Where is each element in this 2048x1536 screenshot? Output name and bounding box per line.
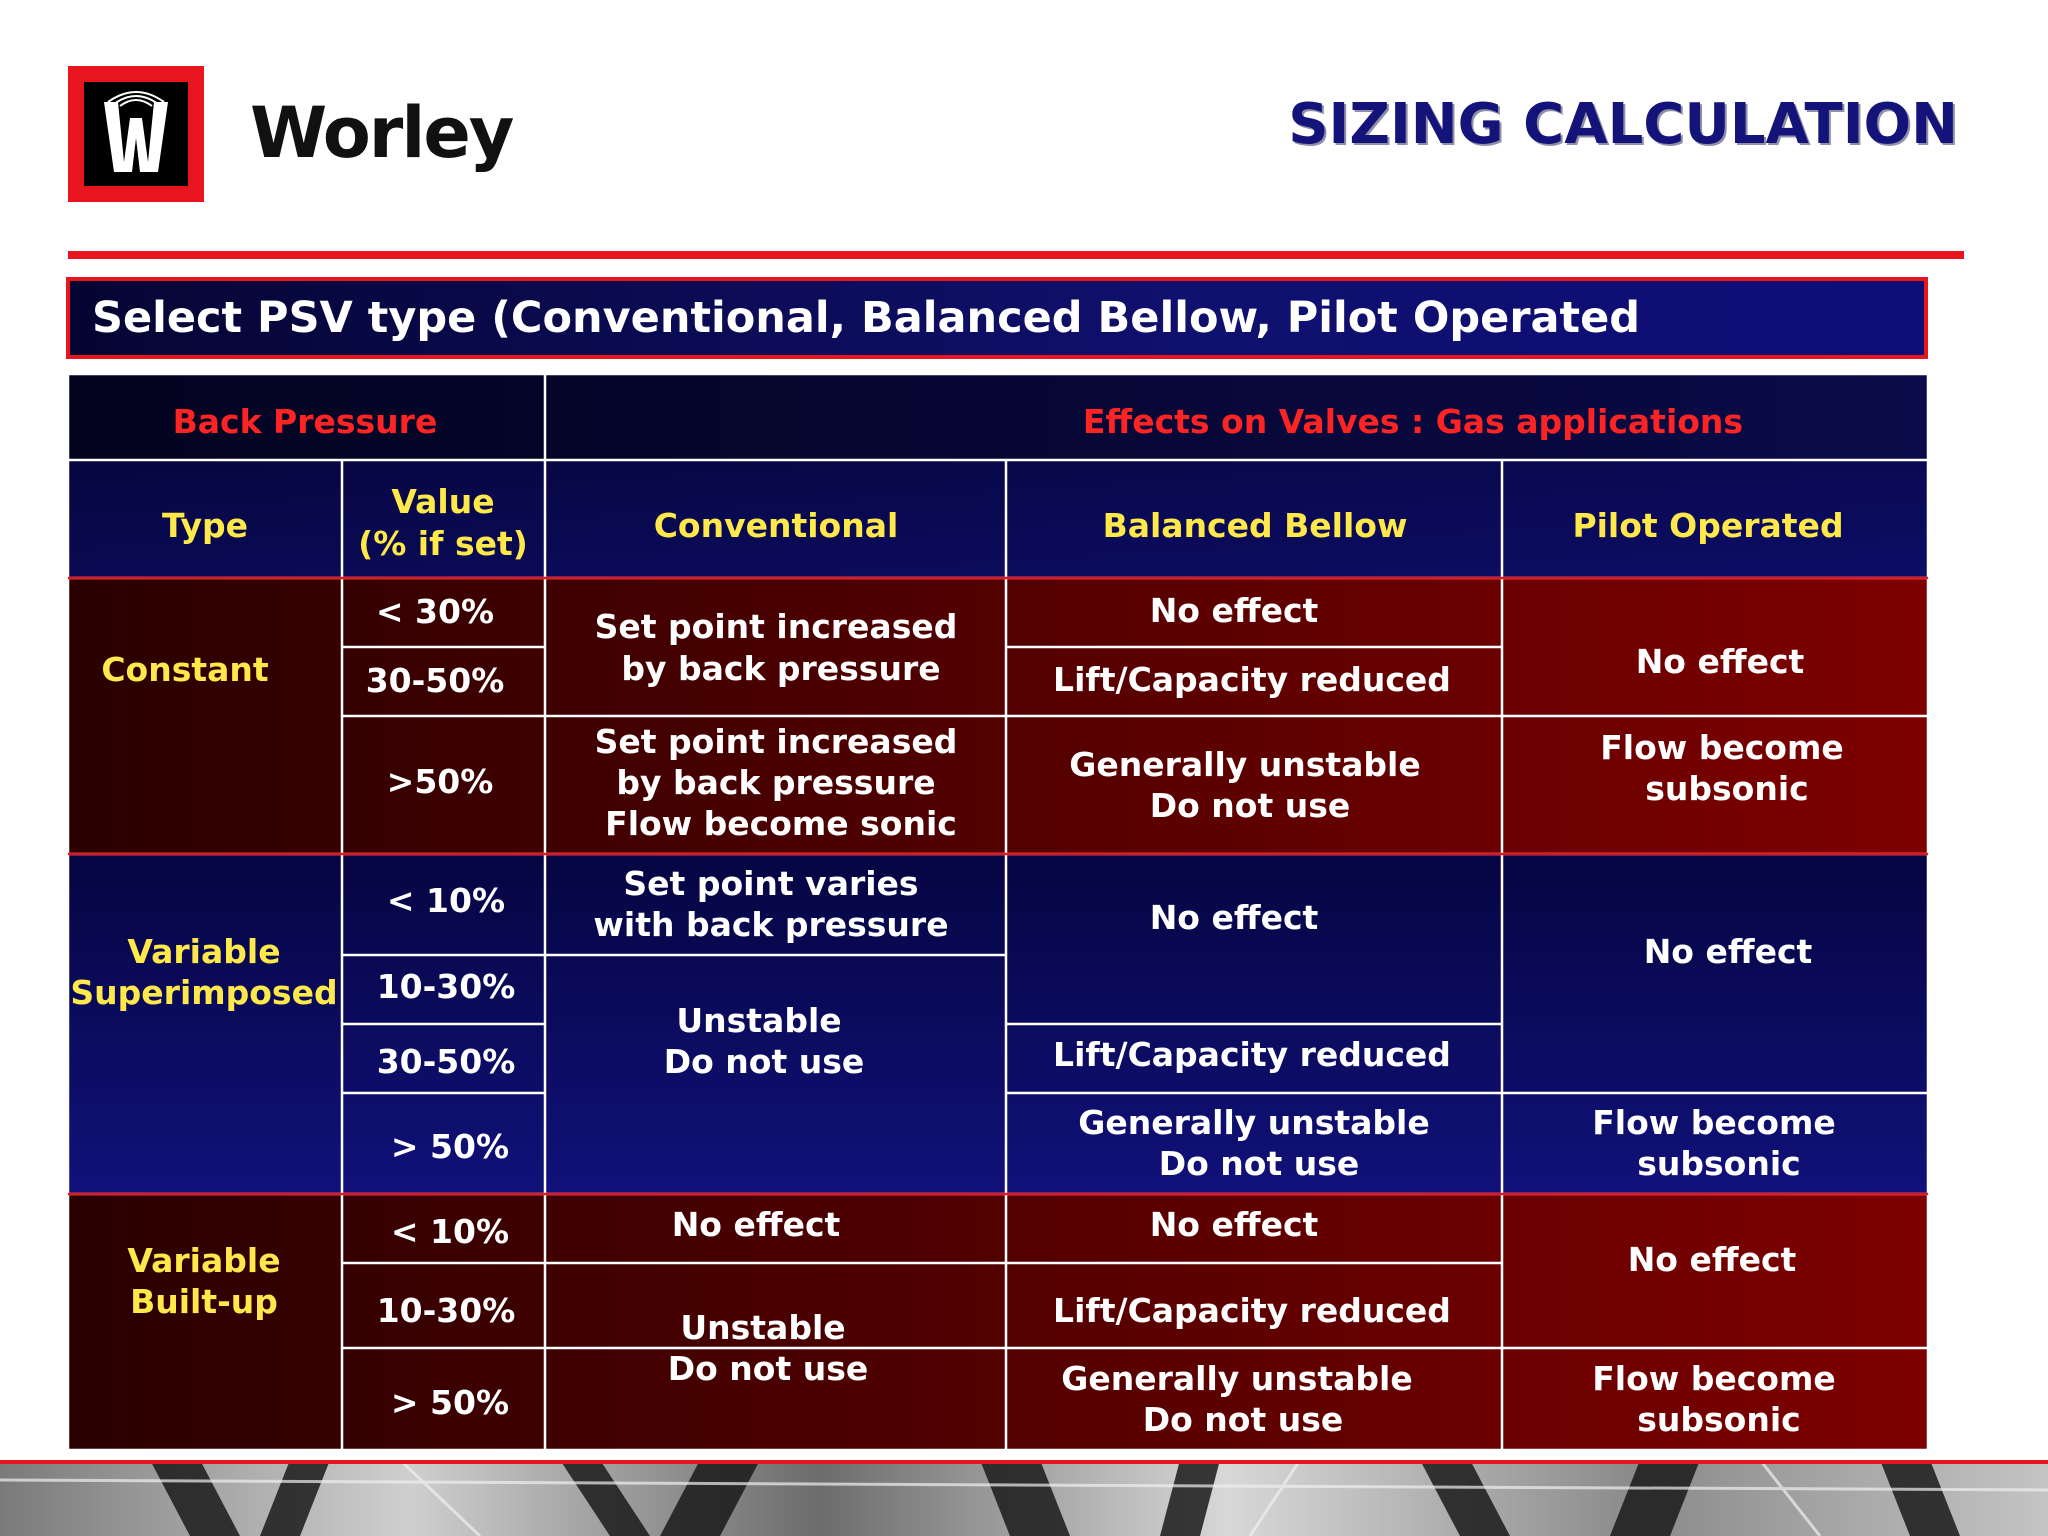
balanced-cell: Lift/Capacity reduced [1053, 660, 1451, 699]
balanced-cell: Lift/Capacity reduced [1053, 1035, 1451, 1074]
page-title: SIZING CALCULATION [1288, 92, 1958, 157]
pilot-cell: Flow become [1600, 728, 1844, 767]
conventional-cell: Unstable [680, 1308, 846, 1347]
header-back-pressure: Back Pressure [172, 402, 438, 441]
value-cell: 10-30% [376, 967, 516, 1006]
pilot-cell: subsonic [1645, 769, 1809, 808]
col-value-line2: (% if set) [358, 524, 528, 563]
value-cell: 30-50% [365, 661, 505, 700]
conventional-cell: with back pressure [593, 905, 949, 944]
conventional-cell: Set point increased [594, 722, 958, 761]
type-variable-superimposed: Superimposed [70, 973, 338, 1012]
balanced-cell: No effect [1149, 898, 1319, 937]
pilot-cell: No effect [1643, 932, 1813, 971]
balanced-cell: Generally unstable [1061, 1359, 1413, 1398]
col-balanced-bellow: Balanced Bellow [1102, 506, 1408, 545]
section-banner: Select PSV type (Conventional, Balanced Bellow, Pilot Operated [66, 277, 1928, 359]
col-conventional: Conventional [653, 506, 899, 545]
value-cell: >50% [386, 762, 494, 801]
conventional-cell: Flow become sonic [605, 804, 957, 843]
col-pilot-operated: Pilot Operated [1572, 506, 1844, 545]
type-variable-builtup: Variable [127, 1241, 281, 1280]
footer-divider [0, 1460, 2048, 1464]
balanced-cell: No effect [1149, 1205, 1319, 1244]
value-cell: > 50% [390, 1383, 510, 1422]
pilot-cell: No effect [1627, 1240, 1797, 1279]
pilot-cell: subsonic [1637, 1400, 1801, 1439]
balanced-cell: Lift/Capacity reduced [1053, 1291, 1451, 1330]
value-cell: 30-50% [376, 1042, 516, 1081]
conventional-cell: No effect [671, 1205, 841, 1244]
balanced-cell: Generally unstable [1078, 1103, 1430, 1142]
type-variable-superimposed: Variable [127, 932, 281, 971]
pilot-cell: Flow become [1592, 1359, 1836, 1398]
conventional-cell: Set point varies [623, 864, 919, 903]
conventional-cell: by back pressure [616, 763, 936, 802]
balanced-cell: Do not use [1149, 786, 1351, 825]
brand-name: Worley [250, 92, 513, 174]
value-cell: 10-30% [376, 1291, 516, 1330]
balanced-cell: Generally unstable [1069, 745, 1421, 784]
conventional-cell: Unstable [676, 1001, 842, 1040]
conventional-cell: by back pressure [621, 649, 941, 688]
type-constant: Constant [101, 650, 269, 689]
conventional-cell: Set point increased [594, 607, 958, 646]
pilot-cell: No effect [1635, 642, 1805, 681]
col-type: Type [161, 506, 249, 545]
footer-industrial-image [0, 1460, 2048, 1536]
conventional-cell: Do not use [663, 1042, 865, 1081]
value-cell: < 10% [386, 881, 506, 920]
balanced-cell: Do not use [1142, 1400, 1344, 1439]
pilot-cell: subsonic [1637, 1144, 1801, 1183]
header-effects: Effects on Valves : Gas applications [1082, 402, 1744, 441]
type-variable-builtup: Built-up [130, 1282, 278, 1321]
value-cell: < 10% [390, 1212, 510, 1251]
value-cell: < 30% [375, 592, 495, 631]
col-value-line1: Value [391, 482, 495, 521]
pilot-cell: Flow become [1592, 1103, 1836, 1142]
balanced-cell: Do not use [1158, 1144, 1360, 1183]
conventional-cell: Do not use [667, 1349, 869, 1388]
balanced-cell: No effect [1149, 591, 1319, 630]
value-cell: > 50% [390, 1127, 510, 1166]
